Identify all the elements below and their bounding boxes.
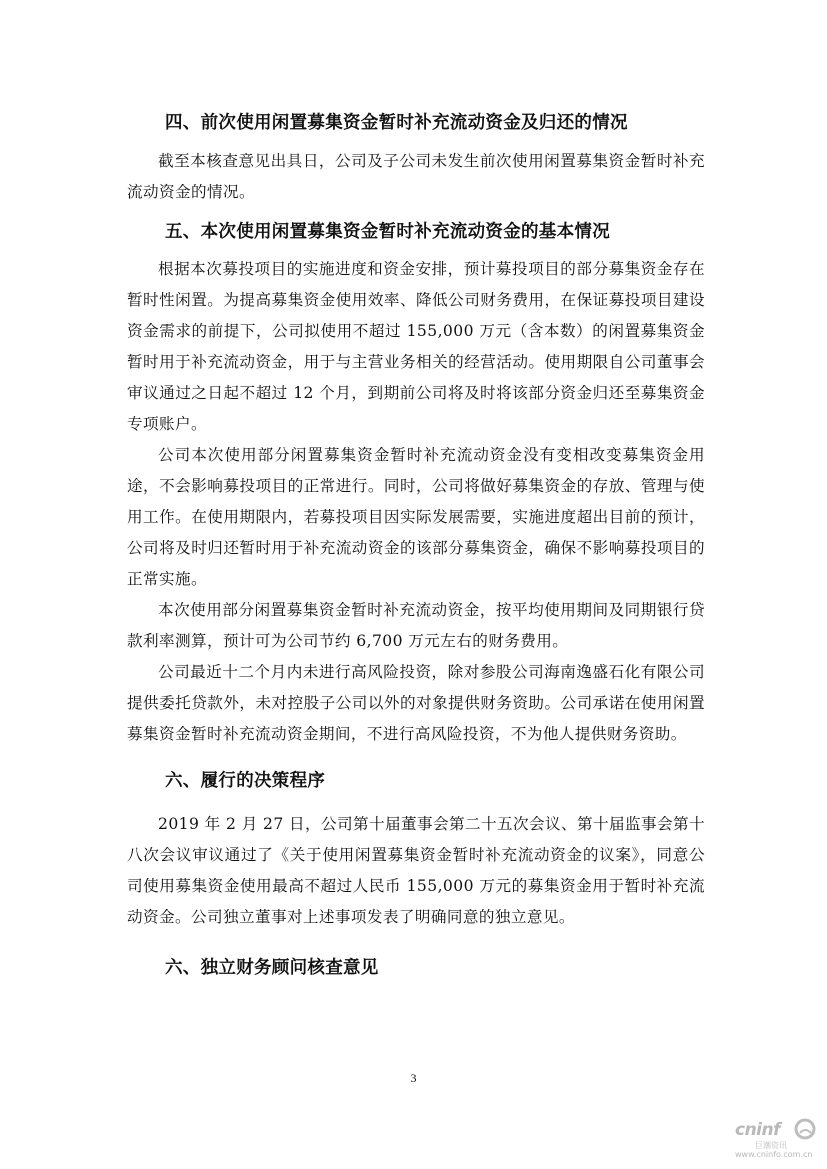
section-heading-6-opinion: 六、独立财务顾问核查意见 — [165, 958, 379, 978]
paragraph: 公司最近十二个月内未进行高风险投资，除对参股公司海南逸盛石化有限公司提供委托贷款外，未对控股子公司以外的对象提供财务资助。公司承诺在使用闲置募集资金暂时补充流动资金期间，不进行高风险投资，不为他人提供财务资助。 — [127, 663, 705, 743]
logo-brand-text: cninf — [735, 1120, 781, 1140]
paragraph: 截至本核查意见出具日，公司及子公司未发生前次使用闲置募集资金暂时补充流动资金的情况。 — [127, 152, 705, 201]
document-body — [127, 108, 705, 983]
footer-logo — [735, 1118, 819, 1160]
cninf-logo-icon — [792, 1118, 818, 1140]
paragraph: 根据本次募投项目的实施进度和资金安排，预计募投项目的部分募集资金存在暂时性闲置。为提高募集资金使用效率、降低公司财务费用，在保证募投项目建设资金需求的前提下，公司拟使用不超过 155,000 万元（含本数）的闲置募集资金暂时用于补充流动资金，用于与主营业务相关的经营活动。使用期限自公司董事会审议通过之日起不超过 12 个月，到期前公司将及时将该部分资金归还至募集资金专项账户。 — [127, 260, 705, 433]
logo-subtitle: 巨潮资讯 — [755, 1141, 787, 1150]
section-heading-6-procedure: 六、履行的决策程序 — [165, 771, 326, 791]
paragraph: 本次使用部分闲置募集资金暂时补充流动资金，按平均使用期间及同期银行贷款利率测算，预计可为公司节约 6,700 万元左右的财务费用。 — [127, 601, 705, 650]
logo-url: www.cninfo.com.cn — [735, 1150, 813, 1159]
section-heading-4: 四、前次使用闲置募集资金暂时补充流动资金及归还的情况 — [165, 113, 628, 133]
page-number: 3 — [410, 1071, 417, 1085]
paragraph: 公司本次使用部分闲置募集资金暂时补充流动资金没有变相改变募集资金用途，不会影响募投项目的正常进行。同时，公司将做好募集资金的存放、管理与使用工作。在使用期限内，若募投项目因实际发展需要，实施进度超出目前的预计，公司将及时归还暂时用于补充流动资金的该部分募集资金，确保不影响募投项目的正常实施。 — [127, 446, 705, 588]
section-heading-5: 五、本次使用闲置募集资金暂时补充流动资金的基本情况 — [165, 222, 610, 242]
paragraph: 2019 年 2 月 27 日，公司第十届董事会第二十五次会议、第十届监事会第十八次会议审议通过了《关于使用闲置募集资金暂时补充流动资金的议案》，同意公司使用募集资金使用最高不超过人民币 155,000 万元的募集资金用于暂时补充流动资金。公司独立董事对上述事项发表了明确同意的独立意见。 — [127, 815, 705, 926]
